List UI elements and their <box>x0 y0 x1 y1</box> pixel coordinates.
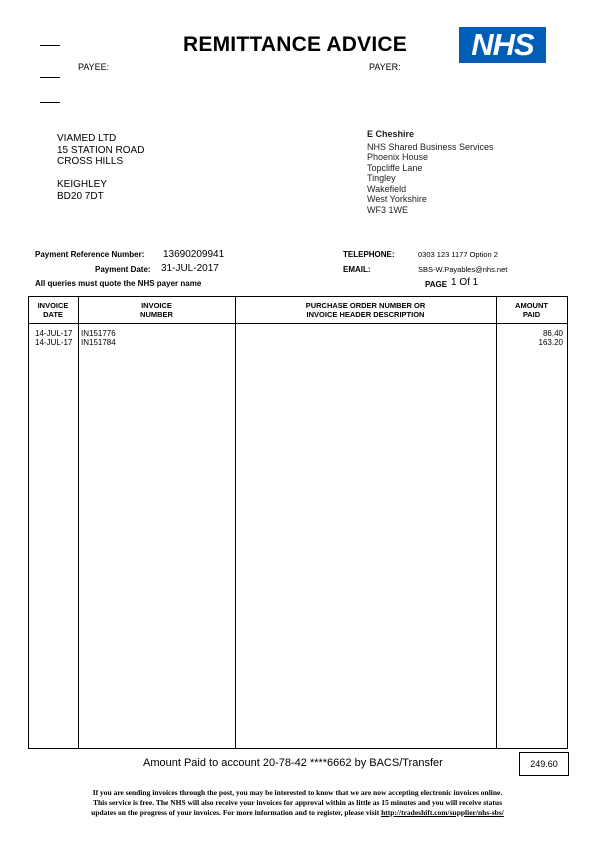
header-invoice-number: INVOICE NUMBER <box>140 301 173 319</box>
footer-note <box>40 788 555 818</box>
payer-line: Tingley <box>367 173 396 183</box>
payee-address <box>57 133 144 202</box>
payment-ref-value: 13690209941 <box>163 249 225 260</box>
document-title: REMITTANCE ADVICE <box>183 33 407 56</box>
amount-paid-statement: Amount Paid to account 20-78-42 ****6662 by BACS/Transfer <box>143 757 443 769</box>
payer-line: WF3 1WE <box>367 204 409 215</box>
table-row-amount: 163.20 <box>538 338 563 347</box>
column-divider <box>496 296 497 748</box>
header-invoice-date: INVOICE DATE <box>37 301 69 319</box>
tradeshift-link[interactable]: http://tradeshift.com/supplier/nhs-sbs/ <box>381 808 504 817</box>
table-row-number: IN151776 <box>81 329 116 338</box>
page-value: 1 Of 1 <box>451 277 479 288</box>
table-row-amount: 86.40 <box>542 329 563 338</box>
payee-line: CROSS HILLS <box>57 156 124 167</box>
payee-label: PAYEE: <box>78 62 110 72</box>
payer-line: Topcliffe Lane <box>367 162 423 173</box>
payer-line: Phoenix House <box>367 152 429 162</box>
telephone-label: TELEPHONE: <box>343 250 395 259</box>
payment-date-label: Payment Date: <box>95 265 151 274</box>
header-divider <box>28 323 567 324</box>
payee-line: VIAMED LTD <box>57 133 117 144</box>
table-row-date: 14-JUL-17 <box>35 329 73 338</box>
payer-name: E Cheshire <box>367 129 415 139</box>
header-amount-paid: AMOUNT PAID <box>515 301 548 319</box>
margin-mark <box>40 45 60 46</box>
footer-note-line: If you are sending invoices through the post, you may be interested to know that we are now accepting electronic invoices online. <box>92 788 503 797</box>
payment-date-value: 31-JUL-2017 <box>161 263 219 274</box>
telephone-value: 0303 123 1177 Option 2 <box>418 250 498 259</box>
email-label: EMAIL: <box>343 265 371 274</box>
total-amount: 249.60 <box>519 752 569 776</box>
footer-note-text: updates on the progress of your invoices. For more information and to register, please visit <box>91 808 382 817</box>
payer-line: West Yorkshire <box>367 194 427 204</box>
payee-line: BD20 7DT <box>57 190 104 202</box>
footer-note-line: This service is free. The NHS will also receive your invoices for approval within as little as 15 minutes and you will receive status <box>92 798 503 807</box>
column-divider <box>235 296 236 748</box>
column-divider <box>78 296 79 748</box>
margin-mark <box>40 77 60 78</box>
payee-line: KEIGHLEY <box>57 179 108 190</box>
payment-ref-label: Payment Reference Number: <box>35 250 145 259</box>
table-row-date: 14-JUL-17 <box>35 338 73 347</box>
payer-label: PAYER: <box>369 62 401 72</box>
payer-line: NHS Shared Business Services <box>367 141 494 152</box>
payer-line: Wakefield <box>367 183 407 194</box>
email-value: SBS-W.Payables@nhs.net <box>418 265 508 274</box>
footer-note-line <box>40 808 555 818</box>
payer-address <box>367 129 494 215</box>
payee-line <box>57 168 144 180</box>
nhs-logo: NHS <box>459 27 546 63</box>
queries-note: All queries must quote the NHS payer name <box>35 279 202 288</box>
invoice-table <box>28 296 568 749</box>
table-row-number: IN151784 <box>81 338 116 347</box>
header-description: PURCHASE ORDER NUMBER OR INVOICE HEADER DESCRIPTION <box>305 301 426 319</box>
payee-line: 15 STATION ROAD <box>57 144 145 156</box>
page-label: PAGE <box>425 280 448 289</box>
margin-mark <box>40 102 60 103</box>
